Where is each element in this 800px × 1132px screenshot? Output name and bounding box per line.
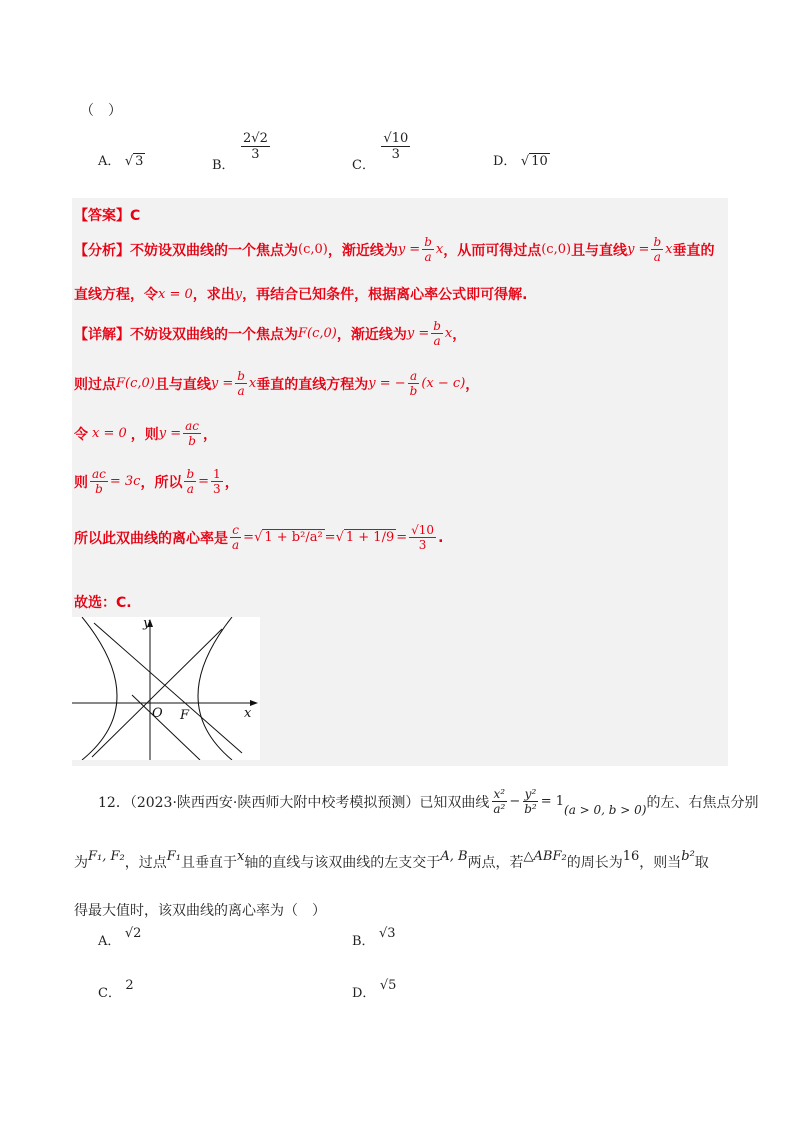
math-minus: − xyxy=(509,794,521,809)
fraction-b-a: $\frac{b}{a}$ xyxy=(237,369,245,398)
q12-text: 的左、右焦点分别 xyxy=(646,794,759,811)
fraction-c-a: $\frac{c}{a}$ xyxy=(232,523,240,552)
perpendicular-line xyxy=(132,695,200,760)
q12-text: 的周长为 xyxy=(566,855,623,871)
option-value: $\frac{2√2}{3}$ xyxy=(243,131,268,162)
detail-line-3 xyxy=(74,420,217,447)
detail-line-1 xyxy=(74,320,466,347)
option-letter: C． xyxy=(352,157,375,173)
option-letter: A． xyxy=(98,154,121,169)
fraction-b-a: $\frac{b}{a}$ xyxy=(653,235,662,264)
conclusion: 故选：C. xyxy=(74,595,132,611)
q12-option-d xyxy=(352,978,397,1001)
detail-text: ，渐近线为 xyxy=(336,326,407,343)
q12-text: 两点，若 xyxy=(467,855,524,871)
math-eq: = xyxy=(324,530,336,545)
math-x: x xyxy=(444,326,453,341)
math-x: x xyxy=(248,376,257,391)
option-value: √5 xyxy=(379,978,397,993)
option-letter: B． xyxy=(352,934,375,949)
q12-line-3: 得最大值时，该双曲线的离心率为（ ） xyxy=(74,903,326,919)
math-F1: F₁ xyxy=(166,848,181,864)
math-tail: (x − c) xyxy=(421,376,466,391)
detail-text: 【详解】不妨设双曲线的一个焦点为 xyxy=(74,326,298,343)
math-eq: = 1 xyxy=(540,794,565,809)
math-cond: (a > 0, b > 0) xyxy=(564,802,647,817)
fraction-x2-a2: $\frac{\text{x²}}{\text{a²}}$ xyxy=(493,787,506,816)
detail-text: 则 xyxy=(74,474,88,491)
asymptote-2 xyxy=(92,629,222,757)
q12-text: ，则当 xyxy=(639,855,682,871)
math-b2: b² xyxy=(681,848,695,864)
q12-option-b xyxy=(352,926,396,949)
detail-line-5 xyxy=(74,524,443,551)
q12-text: 取 xyxy=(694,855,709,871)
math-x: x xyxy=(435,242,444,257)
q12-option-c xyxy=(98,978,134,1001)
math-y: y xyxy=(234,286,243,302)
analysis-text: 垂直的 xyxy=(672,242,715,259)
focus-math: F(c,0) xyxy=(298,326,337,341)
hyperbola-graph xyxy=(72,617,260,760)
q12-text: 为 xyxy=(74,855,88,871)
q12-option-a xyxy=(98,926,142,949)
q12-line-2 xyxy=(74,848,709,872)
option-letter: C． xyxy=(98,986,121,1001)
detail-line-4 xyxy=(74,468,239,495)
math-eq: = xyxy=(396,530,408,545)
option-value: √2 xyxy=(124,926,142,941)
detail-text: ， xyxy=(465,376,480,393)
math-x0: x = 0 xyxy=(158,286,193,302)
math-F1F2: F₁, F₂ xyxy=(88,848,125,864)
focus-label: F xyxy=(180,708,190,723)
sqrt-expr: √ 1 + 1/9 xyxy=(335,530,395,545)
fraction-1-3: $\frac{1}{3}$ xyxy=(213,467,221,496)
focus-math: F(c,0) xyxy=(116,376,155,391)
detail-text: 则过点 xyxy=(74,376,116,393)
math-y: y = xyxy=(210,376,234,391)
focus-math: (c,0) xyxy=(298,242,328,257)
analysis-text: ，求出 xyxy=(192,287,235,303)
option-b xyxy=(212,131,272,173)
option-a xyxy=(98,150,145,169)
fraction-b-a: $\frac{b}{a}$ xyxy=(433,319,441,348)
fraction-b-a: $\frac{b}{a}$ xyxy=(186,467,195,496)
q12-text: 12．（2023·陕西西安·陕西师大附中校考模拟预测）已知双曲线 xyxy=(98,794,490,811)
x-axis-label: x xyxy=(244,706,252,721)
detail-text: 垂直的直线方程为 xyxy=(256,376,369,393)
detail-line-2 xyxy=(74,370,479,397)
math-eq: y = − xyxy=(368,376,406,391)
fraction-y2-b2: $\frac{\text{y²}}{\text{b²}}$ xyxy=(524,787,537,816)
option-letter: A． xyxy=(98,934,121,949)
analysis-text: ，渐近线为 xyxy=(327,242,398,259)
math-x: x xyxy=(236,848,245,864)
math-perimeter: 16 xyxy=(622,848,640,864)
detail-text: ， xyxy=(203,426,218,443)
hyperbola-right-branch xyxy=(198,617,232,760)
fraction-b-a: $\frac{b}{a}$ xyxy=(424,235,432,264)
detail-text: . xyxy=(438,529,444,546)
math-AB: A, B xyxy=(440,848,468,864)
math-y: y = xyxy=(397,242,421,257)
math-eq: = 3c xyxy=(109,474,141,489)
math-triangle: △ABF₂ xyxy=(523,848,567,864)
math-x0: x = 0 xyxy=(92,426,127,441)
option-letter: D． xyxy=(493,154,517,169)
detail-text: ，所以 xyxy=(140,474,183,491)
focus-math: (c,0) xyxy=(541,242,572,257)
math-y: y = xyxy=(158,426,182,441)
analysis-text: ，再结合已知条件，根据离心率公式即可得解. xyxy=(242,287,528,303)
math-eq: = xyxy=(243,530,255,545)
detail-text: 令 xyxy=(74,426,88,443)
analysis-text: 直线方程，令 xyxy=(74,287,158,303)
detail-text: 且与直线 xyxy=(154,376,211,393)
answer-label: 【答案】C xyxy=(74,208,141,224)
option-value: 2 xyxy=(125,978,134,993)
y-axis-label: y xyxy=(143,617,151,631)
hyperbola-figure xyxy=(72,617,260,760)
q12-text: 且垂直于 xyxy=(180,855,237,871)
analysis-text: 且与直线 xyxy=(571,242,628,259)
q12-text: ，过点 xyxy=(124,855,167,871)
option-value: √3 xyxy=(379,926,396,941)
fraction-a-b: $\frac{a}{b}$ xyxy=(409,369,418,398)
sqrt-expr: √ 1 + b²/a² xyxy=(254,530,323,545)
option-letter: B． xyxy=(212,157,235,173)
math-y: y = xyxy=(406,326,430,341)
option-value: √ 3 xyxy=(124,154,144,169)
analysis-text: 【分析】不妨设双曲线的一个焦点为 xyxy=(74,242,298,259)
detail-text: ， xyxy=(224,474,239,491)
option-letter: D． xyxy=(352,986,376,1001)
analysis-line-2 xyxy=(74,284,527,304)
detail-text: ，则 xyxy=(130,426,159,443)
math-x: x xyxy=(665,242,673,257)
math-eq: = xyxy=(198,474,210,489)
option-d xyxy=(493,150,550,169)
origin-label: O xyxy=(152,706,163,721)
q12-line-1 xyxy=(98,788,758,815)
option-value: √ 10 xyxy=(520,154,548,169)
fraction-sqrt10-3: $\frac{√10}{3}$ xyxy=(411,523,435,552)
analysis-line-1 xyxy=(74,236,714,263)
option-c xyxy=(352,131,412,173)
option-value: $\frac{√10}{3}$ xyxy=(383,131,409,162)
detail-text: ， xyxy=(452,326,467,343)
fraction-ac-b: $\frac{ac}{b}$ xyxy=(92,467,106,496)
detail-text: 所以此双曲线的离心率是 xyxy=(74,530,228,547)
fraction-ac-b: $\frac{ac}{b}$ xyxy=(185,419,200,448)
answer-paren: （ ） xyxy=(80,103,122,119)
q12-text: 轴的直线与该双曲线的左支交于 xyxy=(244,855,441,871)
analysis-text: ，从而可得过点 xyxy=(443,242,542,259)
math-y: y = xyxy=(627,242,650,257)
